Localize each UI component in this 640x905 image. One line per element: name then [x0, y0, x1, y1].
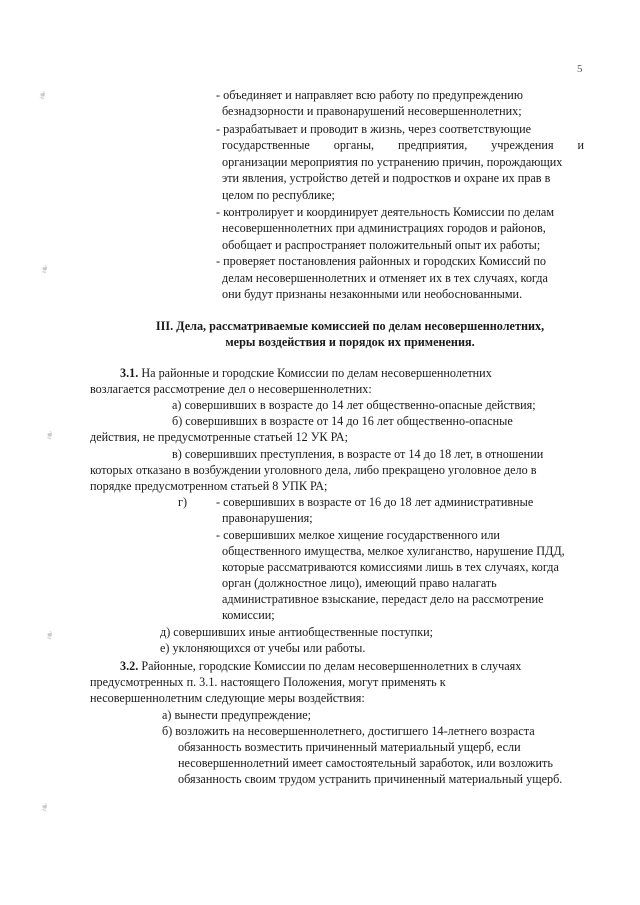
list-item: а) вынести предупреждение; — [162, 708, 312, 722]
bullet-line-justified: государственные органы, предприятия, учреждения и — [222, 138, 584, 152]
sub-bullet-line: административное взыскание, передаст дело на рассмотрение — [222, 592, 544, 606]
list-item: в) совершивших преступления, в возрасте от 14 до 18 лет, в отношении — [172, 447, 544, 461]
page-number: 5 — [577, 63, 583, 75]
list-item-continuation: несовершеннолетний имеет самостоятельный заработок, или возложить — [178, 756, 553, 770]
bullet-line: обобщает и распространяет положительный опыт их работы; — [222, 238, 541, 252]
list-item-continuation: действия, не предусмотренные статьей 12 УК РА; — [90, 430, 348, 444]
paragraph-number: 3.1. На районные и городские Комиссии по делам несовершеннолетних — [120, 366, 492, 380]
paragraph-line: несовершеннолетним следующие меры воздействия: — [90, 691, 365, 705]
list-item-continuation: порядке предусмотренном статьей 8 УПК РА; — [90, 479, 328, 493]
list-item: б) совершивших в возрасте от 14 до 16 лет общественно-опасные — [172, 414, 513, 428]
margin-mark: ❧ — [34, 89, 51, 102]
list-item-continuation: обязанность своим трудом устранить причиненный материальный ущерб. — [178, 772, 563, 786]
list-item: б) возложить на несовершеннолетнего, достигшего 14-летнего возраста — [162, 724, 535, 738]
margin-mark: ❧ — [36, 801, 53, 814]
bullet-line: несовершеннолетних при администрациях городов и районов, — [222, 221, 546, 235]
sub-bullet-line: общественного имущества, мелкое хулиганство, нарушение ПДД, — [222, 544, 565, 558]
paragraph-line: предусмотренных п. 3.1. настоящего Положения, могут применять к — [90, 675, 446, 689]
sub-bullet-line: комиссии; — [222, 608, 275, 622]
sub-bullet-line: - совершивших мелкое хищение государственного или — [216, 528, 500, 542]
list-item-continuation: которых отказано в возбуждении уголовного дела, либо прекращено уголовное дело в — [90, 463, 537, 477]
sub-bullet-line: которые рассматриваются комиссиями лишь в тех случаях, когда — [222, 560, 559, 574]
sub-bullet-line: правонарушения; — [222, 511, 313, 525]
bullet-line: они будут признаны незаконными или необоснованными. — [222, 287, 523, 301]
bullet-line: - контролирует и координирует деятельность Комиссии по делам — [216, 205, 555, 219]
margin-mark: ❧ — [41, 429, 58, 442]
bullet-line: безнадзорности и правонарушений несовершеннолетних; — [222, 104, 522, 118]
bullet-line: организации мероприятия по устранению причин, порождающих — [222, 155, 563, 169]
margin-mark: ❧ — [41, 629, 58, 642]
bullet-line: делам несовершеннолетних и отменяет их в тех случаях, когда — [222, 271, 548, 285]
sub-bullet-line: орган (должностное лицо), имеющий право налагать — [222, 576, 497, 590]
list-item-label: г) — [178, 495, 188, 509]
bullet-line: эти явления, устройство детей и подростков и охране их прав в — [222, 171, 551, 185]
list-item: д) совершивших иные антиобщественные поступки; — [160, 625, 434, 639]
bullet-line: - объединяет и направляет всю работу по предупреждению — [216, 88, 523, 102]
section-heading: III. Дела, рассматриваемые комиссией по делам несовершеннолетних, — [155, 319, 545, 333]
paragraph-line: возлагается рассмотрение дел о несовершеннолетних: — [90, 382, 372, 396]
list-item: а) совершивших в возрасте до 14 лет общественно-опасные действия; — [172, 398, 536, 412]
bullet-line: - проверяет постановления районных и городских Комиссий по — [216, 254, 547, 268]
bullet-line: - разрабатывает и проводит в жизнь, через соответствующие — [216, 122, 532, 136]
bullet-line: целом по республике; — [222, 188, 335, 202]
section-heading: меры воздействия и порядок их применения. — [225, 335, 475, 349]
list-item: е) уклоняющихся от учебы или работы. — [160, 641, 366, 655]
paragraph-number: 3.2. Районные, городские Комиссии по делам несовершеннолетних в случаях — [120, 659, 522, 673]
list-item-continuation: обязанность возместить причиненный материальный ущерб, если — [178, 740, 521, 754]
margin-mark: ❧ — [36, 263, 53, 276]
sub-bullet-line: - совершивших в возрасте от 16 до 18 лет административные — [216, 495, 534, 509]
